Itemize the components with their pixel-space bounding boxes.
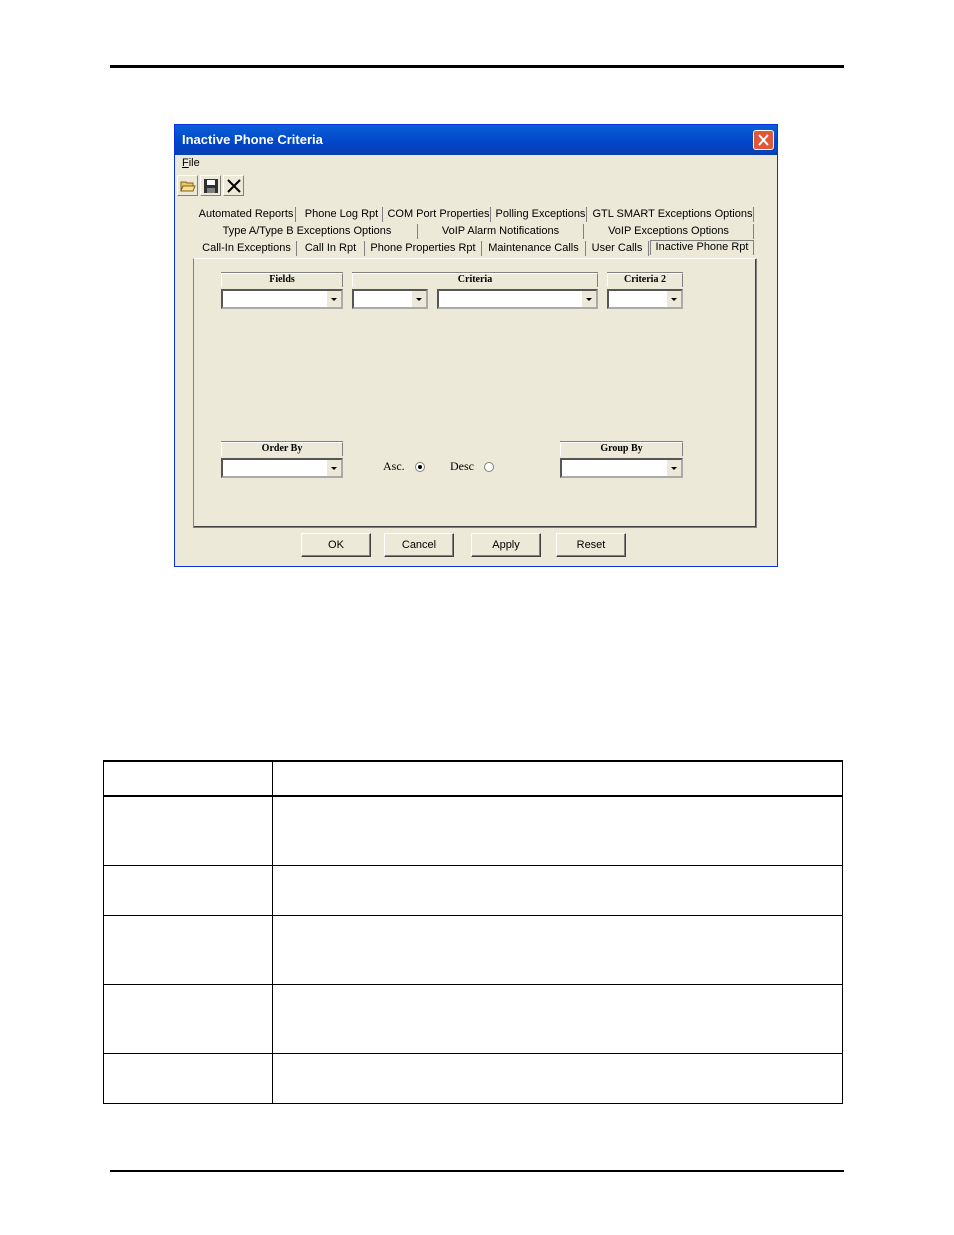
chevron-down-icon[interactable] — [581, 291, 596, 307]
criteria-label: Criteria — [352, 273, 598, 287]
group-by-label: Group By — [560, 442, 683, 456]
save-disk-icon — [203, 178, 219, 194]
open-folder-icon — [180, 178, 196, 194]
window-title: Inactive Phone Criteria — [182, 132, 323, 147]
chevron-down-icon[interactable] — [326, 291, 341, 307]
table-cell — [273, 796, 843, 865]
tab-polling-exceptions[interactable]: Polling Exceptions — [495, 208, 586, 220]
table-row — [104, 1053, 843, 1103]
title-bar[interactable] — [175, 125, 777, 155]
footer-rule — [110, 1170, 844, 1172]
chevron-down-icon[interactable] — [666, 460, 681, 476]
tab-voip-exceptions-options[interactable]: VoIP Exceptions Options — [584, 224, 754, 239]
tab-user-calls[interactable]: User Calls — [586, 241, 649, 256]
cancel-button-label: Cancel — [401, 539, 437, 551]
menu-file[interactable]: File — [182, 157, 200, 169]
table-cell — [273, 865, 843, 915]
table-header-row — [104, 761, 843, 796]
table-cell — [104, 796, 273, 865]
tab-phone-properties-rpt[interactable]: Phone Properties Rpt — [365, 241, 482, 256]
asc-radio[interactable] — [415, 462, 425, 472]
table-cell — [104, 984, 273, 1053]
cancel-button[interactable] — [384, 533, 454, 557]
table-header-cell — [104, 761, 273, 796]
table-cell — [104, 915, 273, 984]
tab-phone-log-rpt[interactable]: Phone Log Rpt — [301, 207, 383, 222]
order-by-dropdown[interactable] — [221, 458, 343, 478]
order-by-label: Order By — [221, 442, 343, 456]
header-rule — [110, 65, 844, 68]
save-button[interactable] — [200, 175, 221, 196]
menu-bar — [175, 155, 777, 173]
criteria-value-dropdown[interactable] — [437, 289, 598, 309]
asc-label: Asc. — [383, 459, 405, 473]
tab-call-in-exceptions[interactable]: Call-In Exceptions — [197, 241, 297, 256]
table-cell — [273, 1053, 843, 1103]
open-button[interactable] — [177, 175, 198, 196]
table-cell — [104, 865, 273, 915]
reset-button[interactable] — [556, 533, 626, 557]
desc-label: Desc — [450, 459, 474, 473]
table-row — [104, 915, 843, 984]
tab-com-port-properties[interactable]: COM Port Properties — [387, 208, 490, 220]
table-row — [104, 865, 843, 915]
tab-maintenance-calls[interactable]: Maintenance Calls — [482, 241, 586, 256]
ok-button[interactable] — [301, 533, 371, 557]
criteria-2-dropdown[interactable] — [607, 289, 683, 309]
table-cell — [104, 1053, 273, 1103]
apply-button[interactable] — [471, 533, 541, 557]
tab-gtl-smart-exceptions-options[interactable]: GTL SMART Exceptions Options — [592, 208, 753, 220]
inactive-phone-criteria-dialog — [174, 124, 778, 567]
delete-button[interactable] — [223, 175, 244, 196]
close-icon — [757, 134, 770, 146]
criteria-operator-dropdown[interactable] — [352, 289, 428, 309]
chevron-down-icon[interactable] — [326, 460, 341, 476]
tab-automated-reports[interactable]: Automated Reports — [197, 207, 296, 222]
fields-dropdown[interactable] — [221, 289, 343, 309]
apply-button-label: Apply — [492, 539, 520, 551]
table-header-cell — [273, 761, 843, 796]
tab-call-in-rpt[interactable]: Call In Rpt — [297, 241, 365, 256]
desc-radio[interactable] — [484, 462, 494, 472]
chevron-down-icon[interactable] — [411, 291, 426, 307]
tab-inactive-phone-rpt[interactable]: Inactive Phone Rpt — [650, 240, 754, 255]
chevron-down-icon[interactable] — [666, 291, 681, 307]
tab-type-a-type-b-exceptions-options[interactable]: Type A/Type B Exceptions Options — [197, 224, 418, 239]
table-cell — [273, 984, 843, 1053]
criteria-2-label: Criteria 2 — [607, 273, 683, 287]
fields-label: Fields — [221, 273, 343, 287]
close-window-button[interactable] — [753, 130, 774, 150]
inactive-phone-rpt-panel — [193, 258, 757, 528]
field-description-table — [103, 760, 843, 1104]
table-row — [104, 984, 843, 1053]
close-x-icon — [226, 178, 242, 194]
reset-button-label: Reset — [576, 539, 606, 551]
ok-button-label: OK — [328, 539, 344, 551]
table-cell — [273, 915, 843, 984]
tab-voip-alarm-notifications[interactable]: VoIP Alarm Notifications — [418, 224, 584, 239]
table-row — [104, 796, 843, 865]
group-by-dropdown[interactable] — [560, 458, 683, 478]
